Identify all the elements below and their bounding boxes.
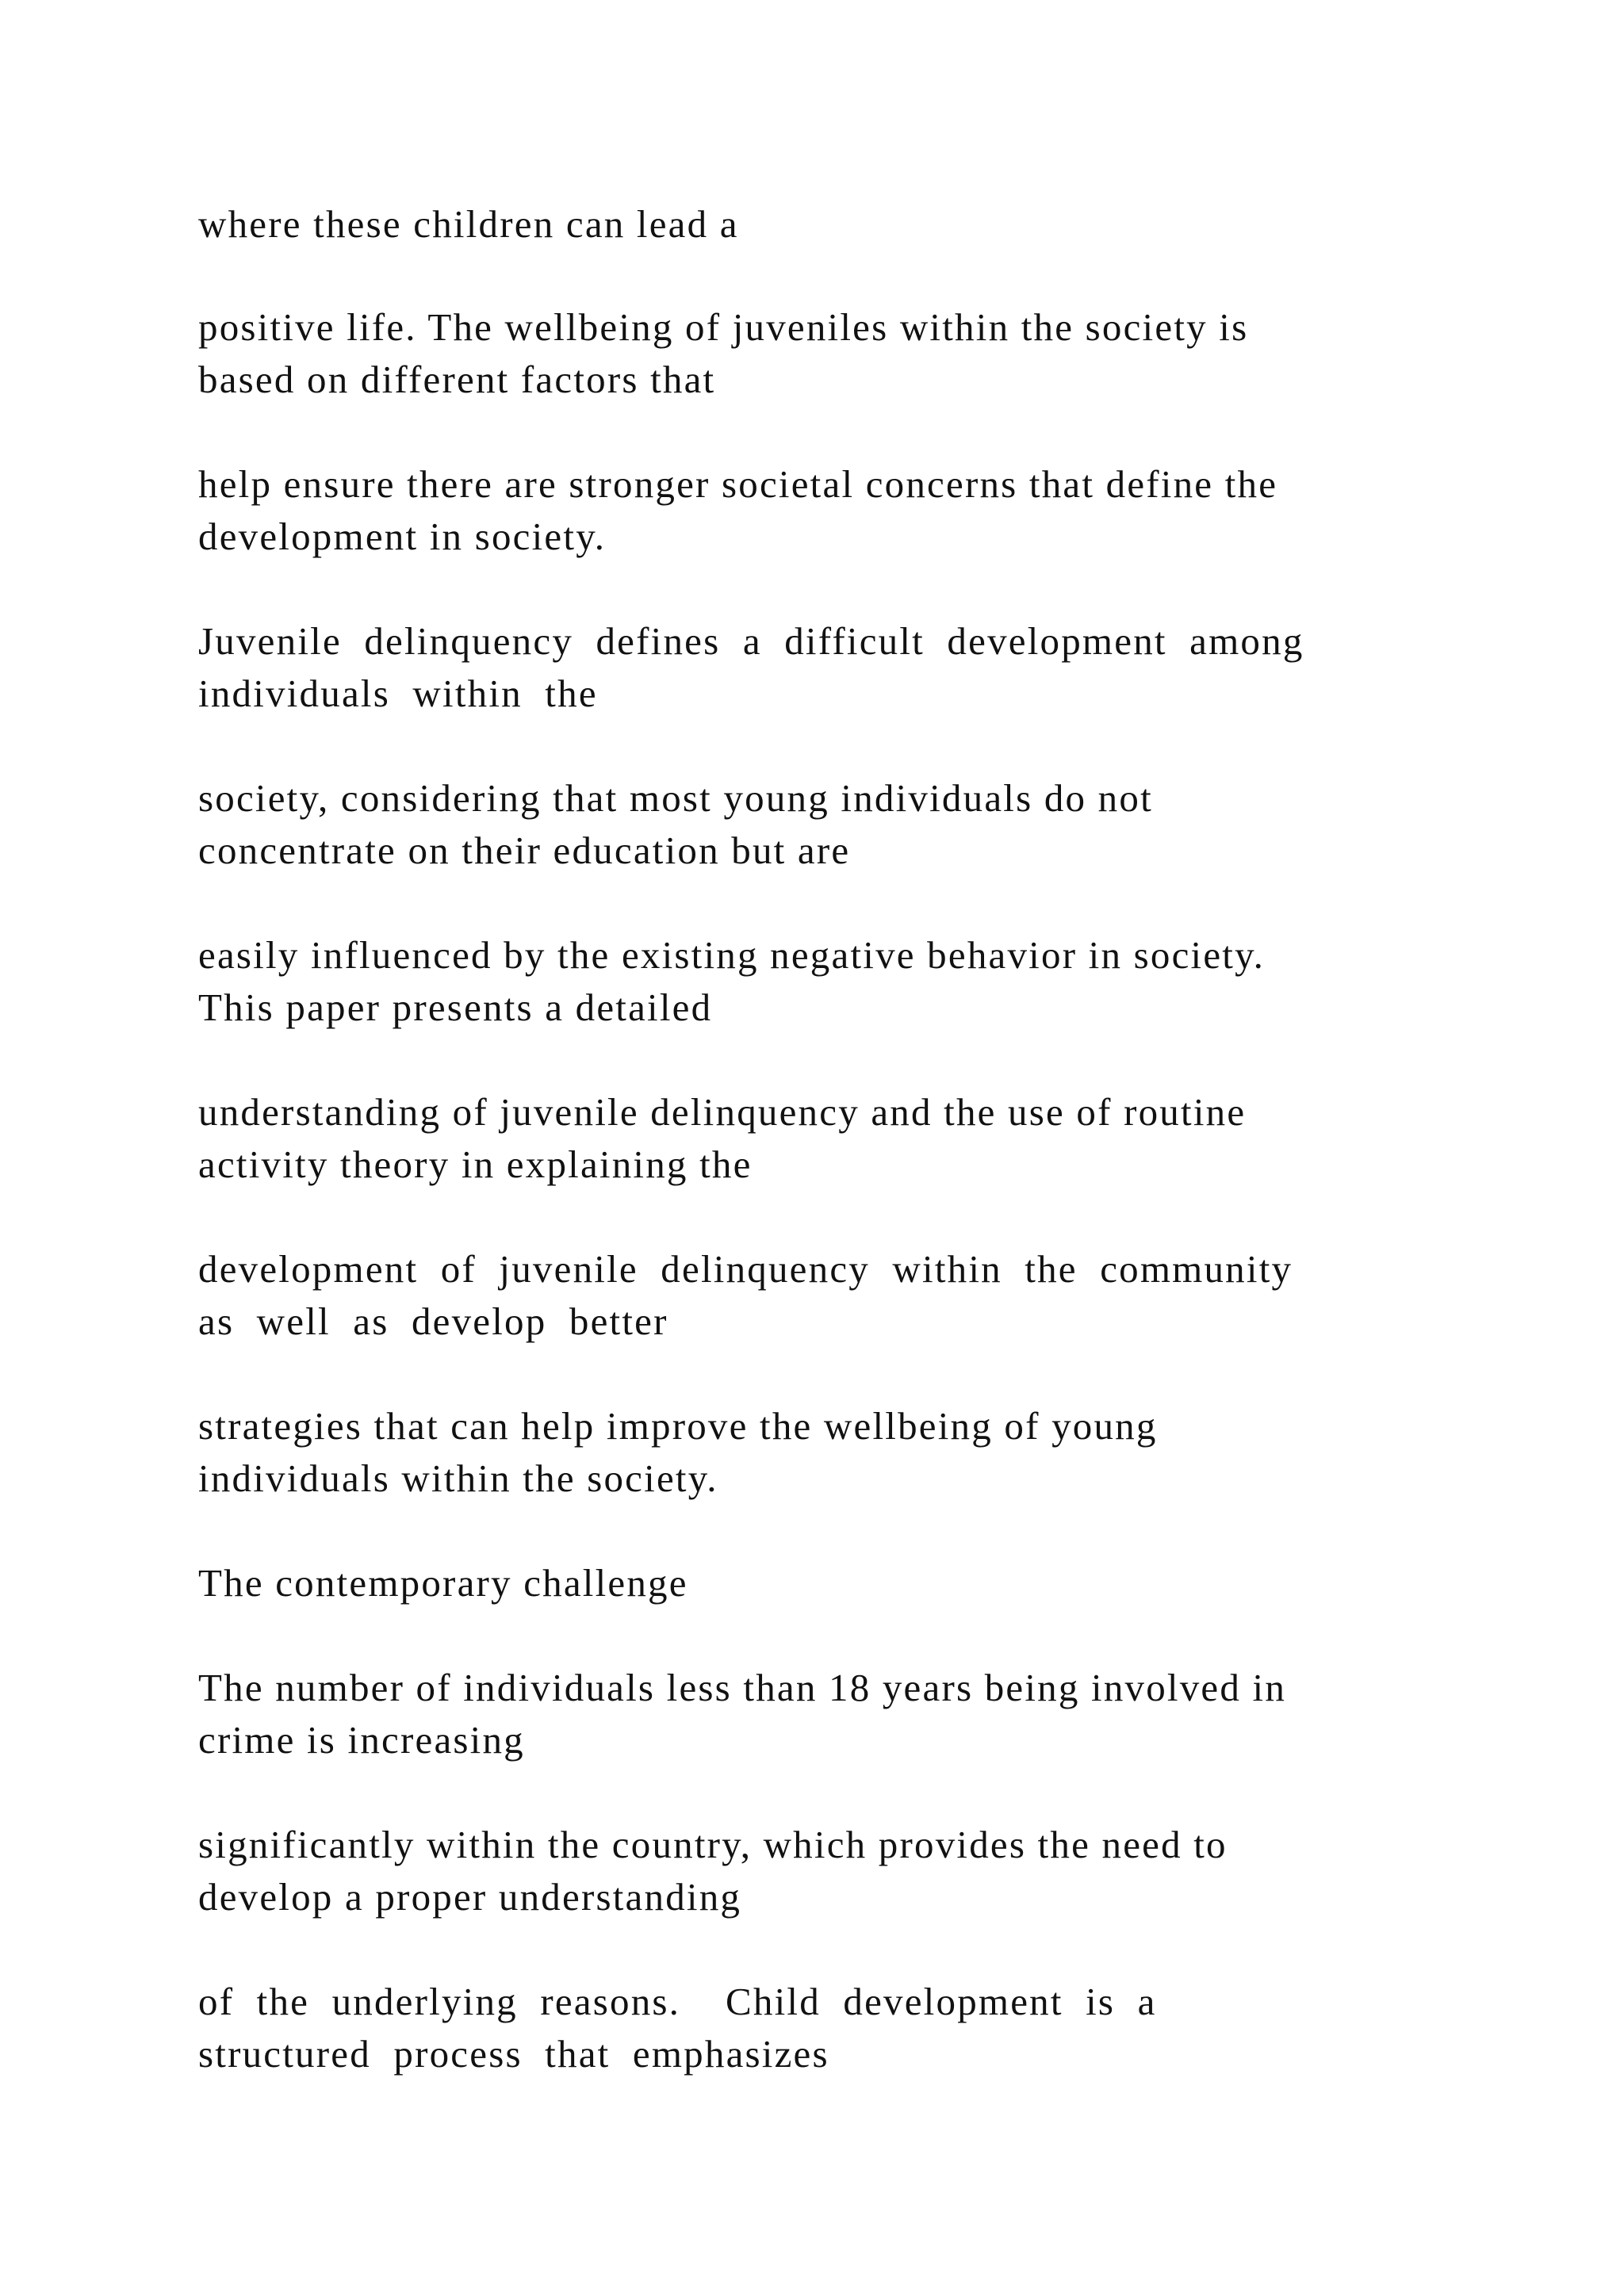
paragraph-3 bbox=[198, 458, 1435, 563]
text-line: significantly within the country, which provides the need to bbox=[198, 1823, 1228, 1866]
text-line: easily influenced by the existing negative behavior in society. bbox=[198, 933, 1266, 977]
text-line: The number of individuals less than 18 years being involved in bbox=[198, 1666, 1287, 1709]
text-line: where these children can lead a bbox=[198, 202, 739, 246]
text-line: concentrate on their education but are bbox=[198, 828, 851, 872]
paragraph-11 bbox=[198, 1662, 1435, 1766]
text-line: structured process that emphasizes bbox=[198, 2032, 829, 2076]
section-heading bbox=[198, 1557, 1435, 1609]
text-line: based on different factors that bbox=[198, 358, 716, 401]
text-line: help ensure there are stronger societal concerns that define the bbox=[198, 462, 1278, 506]
text-line: Juvenile delinquency defines a difficult development among bbox=[198, 619, 1304, 663]
text-line: This paper presents a detailed bbox=[198, 985, 713, 1029]
text-line: development of juvenile delinquency within the community bbox=[198, 1247, 1293, 1291]
paragraph-13 bbox=[198, 1976, 1435, 2080]
paragraph-8 bbox=[198, 1243, 1435, 1348]
paragraph-9 bbox=[198, 1400, 1435, 1505]
text-line: activity theory in explaining the bbox=[198, 1142, 753, 1186]
text-line: society, considering that most young individuals do not bbox=[198, 776, 1153, 820]
text-line: The contemporary challenge bbox=[198, 1561, 688, 1605]
paragraph-1 bbox=[198, 198, 1435, 251]
text-line: development in society. bbox=[198, 515, 607, 558]
text-line: develop a proper understanding bbox=[198, 1875, 742, 1919]
text-line: strategies that can help improve the wellbeing of young bbox=[198, 1404, 1158, 1448]
text-line: as well as develop better bbox=[198, 1299, 668, 1343]
paragraph-2 bbox=[198, 301, 1435, 406]
text-line: individuals within the bbox=[198, 672, 598, 715]
paragraph-6 bbox=[198, 929, 1435, 1034]
text-line: understanding of juvenile delinquency and the use of routine bbox=[198, 1090, 1247, 1134]
text-line: crime is increasing bbox=[198, 1718, 525, 1762]
paragraph-12 bbox=[198, 1819, 1435, 1923]
paragraph-4 bbox=[198, 615, 1435, 720]
text-line: of the underlying reasons. Child development is a bbox=[198, 1980, 1157, 2023]
paragraph-7 bbox=[198, 1086, 1435, 1191]
paragraph-5 bbox=[198, 772, 1435, 877]
text-line: individuals within the society. bbox=[198, 1456, 718, 1500]
text-line: positive life. The wellbeing of juveniles within the society is bbox=[198, 305, 1249, 349]
